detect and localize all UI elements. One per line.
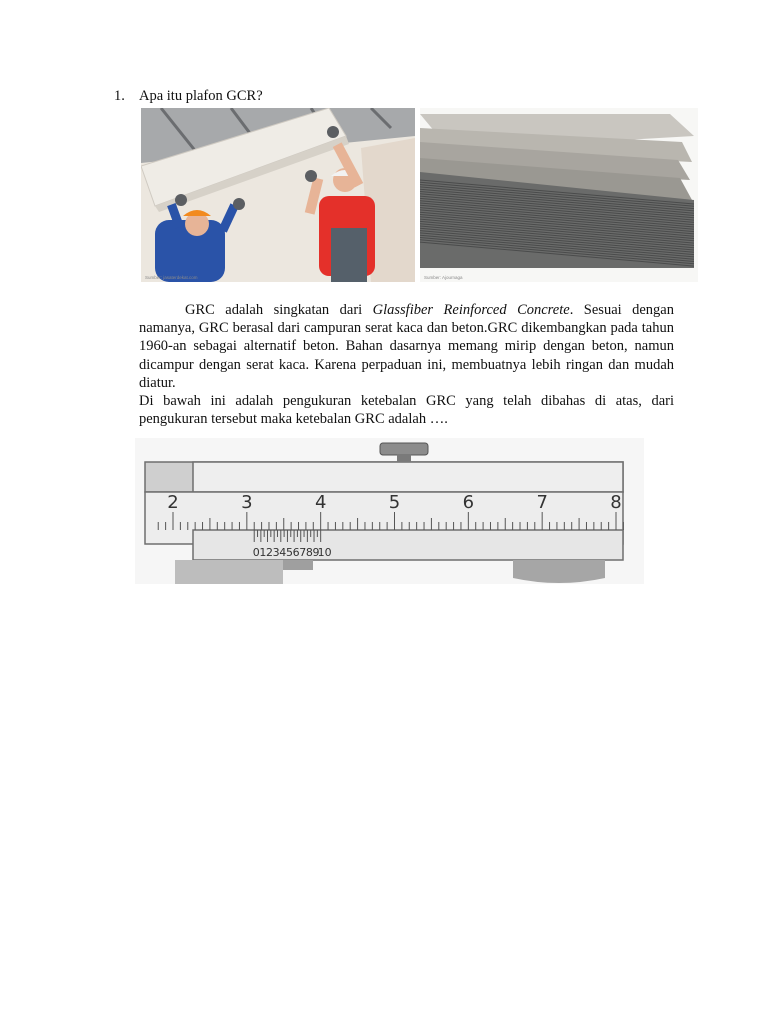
vernier-scale-label: 10: [317, 546, 332, 559]
vernier-scale-label: 2: [266, 546, 274, 559]
paragraph-measurement-question: Di bawah ini adalah pengukuran ketebalan GRC yang telah dibahas di atas, dari pengukuran tersebut maka ketebalan GRC adalah ….: [139, 393, 674, 428]
vernier-scale-label: 8: [305, 546, 313, 559]
body-text: [139, 301, 674, 428]
vernier-caliper-figure: [135, 438, 644, 584]
vernier-scale-label: 9: [312, 546, 320, 559]
main-scale-label: 7: [536, 492, 548, 513]
main-scale-label: 2: [167, 492, 179, 513]
main-scale-label: 4: [314, 492, 327, 513]
vernier-scale-label: 3: [272, 546, 280, 559]
question-heading: [114, 86, 263, 106]
vernier-scale-label: 4: [279, 546, 287, 559]
question-title: Apa itu plafon GCR?: [139, 88, 263, 104]
vernier-scale-label: 0: [252, 546, 260, 559]
stacked-grc-boards-photo: [420, 108, 698, 282]
main-scale-label: 5: [388, 492, 401, 513]
vernier-scale-label: 6: [292, 546, 300, 559]
vernier-scale-label: 1: [259, 546, 267, 559]
glassfiber-term: Glassfiber Reinforced Concrete: [372, 302, 570, 318]
right-photo-caption: Sumber: Ajournaga: [424, 275, 463, 280]
vernier-scale-label: 7: [299, 546, 307, 559]
vernier-scale-label: 5: [285, 546, 293, 559]
main-scale-label: 6: [462, 492, 475, 513]
paragraph1-lead: GRC adalah singkatan dari: [185, 302, 373, 318]
workers-installing-ceiling-photo: [141, 108, 415, 282]
paragraph-grc-definition: [139, 301, 674, 392]
paragraph1-rest: . Sesuai dengan namanya, GRC berasal dari campuran serat kaca dan beton.GRC dikembangkan pada tahun 1960-an sebagai alternatif beton. Bahan dasarnya memang mirip dengan beton, namun dicampur dengan serat kaca. Karena perpaduan ini, membuatnya lebih ringan dan mudah diatur.: [139, 302, 674, 391]
left-photo-caption: Sumber: jasaterdekat.com: [145, 275, 198, 280]
main-scale-label: 3: [241, 492, 253, 513]
main-scale-label: 8: [610, 492, 622, 513]
question-number: 1.: [114, 88, 125, 104]
